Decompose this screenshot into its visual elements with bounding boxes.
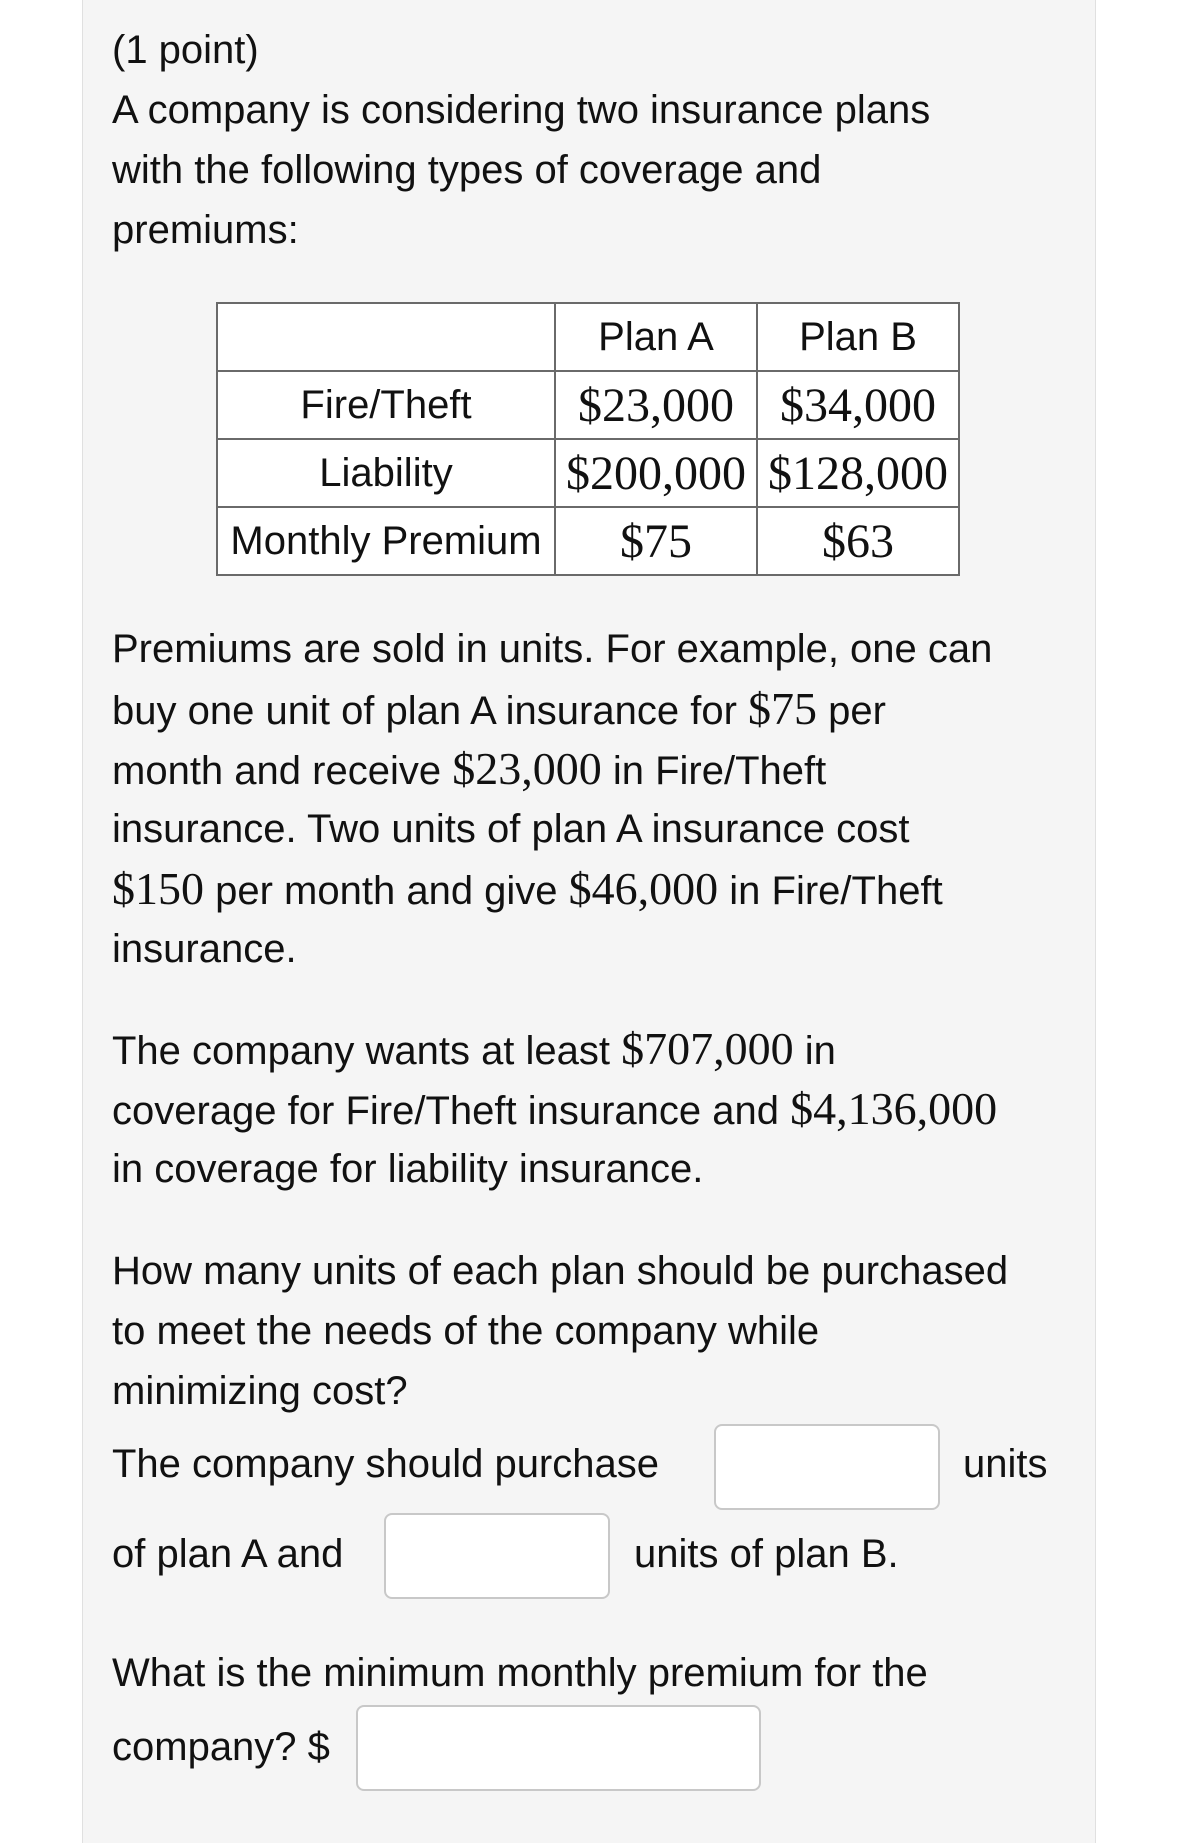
para3-line-3: in coverage for liability insurance. xyxy=(112,1147,704,1191)
para2-line-6: insurance. xyxy=(112,927,297,971)
points-label: (1 point) xyxy=(112,28,259,72)
premium-question-line-1: What is the minimum monthly premium for the xyxy=(112,1651,928,1695)
table-row xyxy=(217,439,959,507)
answer-row1-text: The company should purchase xyxy=(112,1442,659,1486)
intro-line-1: A company is considering two insurance plans xyxy=(112,88,931,132)
answer-row2-units: units of plan B. xyxy=(634,1532,899,1576)
cell-plan-b: $63 xyxy=(757,507,959,575)
table-row xyxy=(217,507,959,575)
cell-plan-b: $34,000 xyxy=(757,371,959,439)
cell-plan-a: $23,000 xyxy=(555,371,757,439)
answer-row2-text: of plan A and xyxy=(112,1532,344,1576)
min-premium-input[interactable] xyxy=(356,1705,761,1791)
header-plan-b: Plan B xyxy=(757,303,959,371)
table-row xyxy=(217,371,959,439)
plan-a-units-input[interactable] xyxy=(714,1424,940,1510)
row-label: Monthly Premium xyxy=(217,507,555,575)
table-header-row xyxy=(217,303,959,371)
para3-line-2: coverage for Fire/Theft insurance and $4,136,000 xyxy=(112,1083,998,1134)
intro-line-2: with the following types of coverage and xyxy=(112,148,822,192)
cell-plan-a: $75 xyxy=(555,507,757,575)
para2-line-5: $150 per month and give $46,000 in Fire/Theft xyxy=(112,863,943,914)
cell-plan-a: $200,000 xyxy=(555,439,757,507)
para2-line-3: month and receive $23,000 in Fire/Theft xyxy=(112,743,827,794)
para3-line-1: The company wants at least $707,000 in xyxy=(112,1023,836,1074)
para2-line-2: buy one unit of plan A insurance for $75 per xyxy=(112,683,886,734)
header-plan-a: Plan A xyxy=(555,303,757,371)
question-line-1: How many units of each plan should be purchased xyxy=(112,1249,1009,1293)
premium-question-line-2: company? $ xyxy=(112,1725,330,1769)
para2-line-4: insurance. Two units of plan A insurance cost xyxy=(112,807,910,851)
plans-table xyxy=(216,302,960,576)
header-cell-empty xyxy=(217,303,555,371)
row-label: Fire/Theft xyxy=(217,371,555,439)
plan-b-units-input[interactable] xyxy=(384,1513,610,1599)
question-line-2: to meet the needs of the company while xyxy=(112,1309,820,1353)
row-label: Liability xyxy=(217,439,555,507)
answer-row1-units: units xyxy=(963,1442,1048,1486)
cell-plan-b: $128,000 xyxy=(757,439,959,507)
para2-line-1: Premiums are sold in units. For example, one can xyxy=(112,627,993,671)
intro-line-3: premiums: xyxy=(112,208,299,252)
question-line-3: minimizing cost? xyxy=(112,1369,408,1413)
